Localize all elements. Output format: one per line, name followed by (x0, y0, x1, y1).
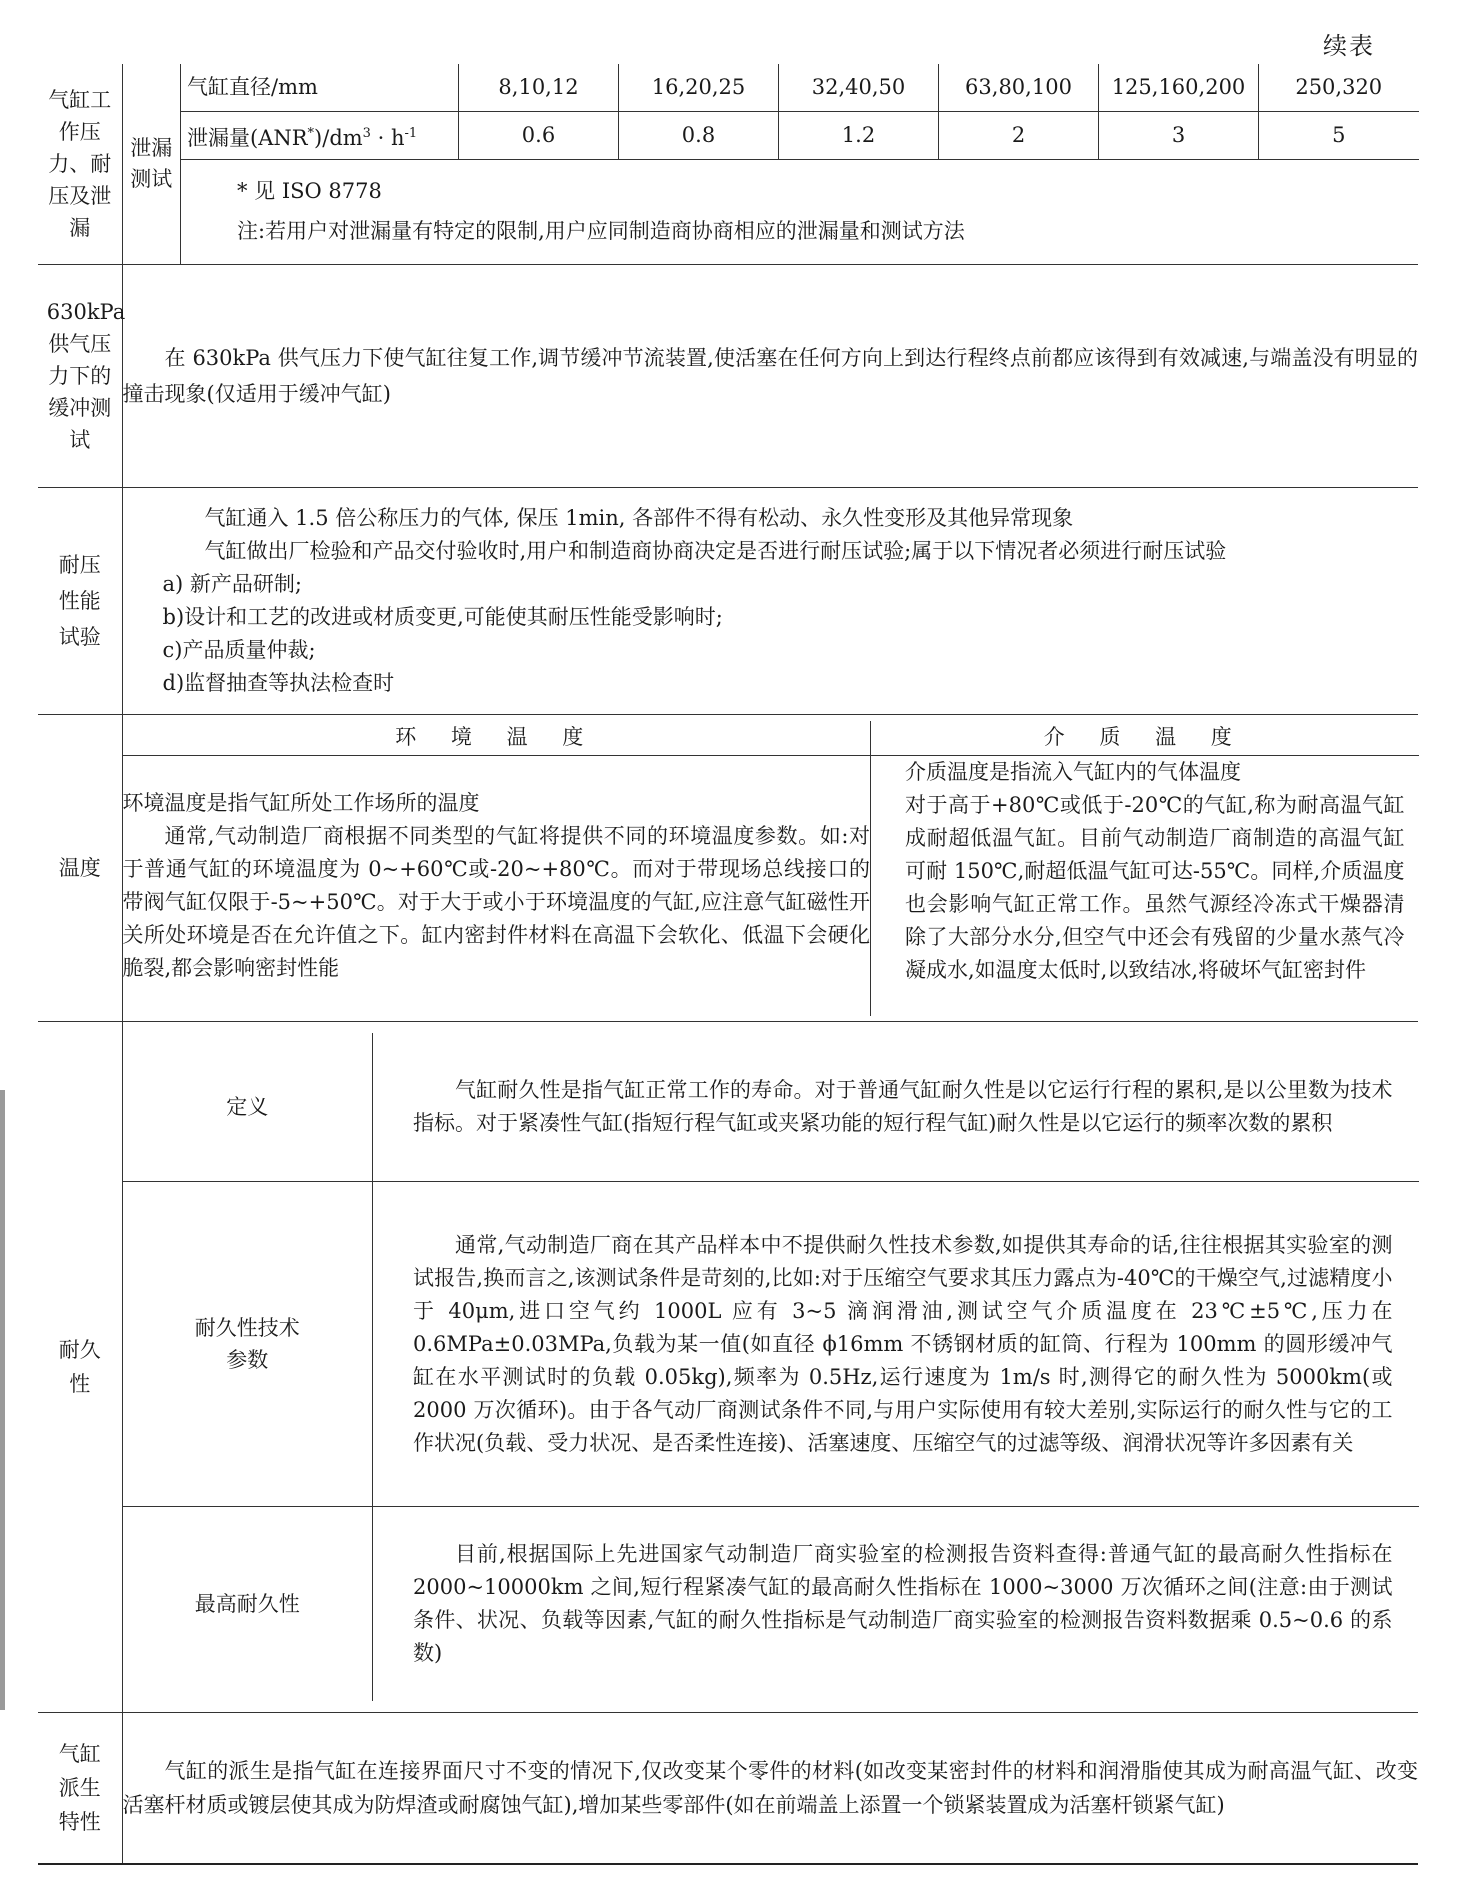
leak-rate-cell: 1.2 (779, 112, 939, 160)
env-temp-header: 环 境 温 度 (123, 721, 871, 756)
pressure-line: c)产品质量仲裁; (162, 638, 316, 662)
medium-temp-header: 介 质 温 度 (871, 721, 1419, 756)
env-temp-paragraph: 环境温度是指气缸所处工作场所的温度 (122, 790, 480, 815)
label-pressure-test-text: 耐压性能试验 (58, 553, 101, 649)
pressure-line: a) 新产品研制; (162, 572, 302, 596)
derivative-paragraph: 气缸的派生是指气缸在连接界面尺寸不变的情况下,仅改变某个零件的材料(如改变某密封件的材料和润滑脂使其成为耐高温气缸、改变活塞杆材质或镀层使其成为防焊渣或耐腐蚀气缸),增加某些零部件(如在前端盖上添置一个锁紧装置成为活塞杆锁紧气缸) (122, 1759, 1418, 1817)
leak-note: 注:若用户对泄漏量有特定的限制,用户应同制造商协商相应的泄漏量和测试方法 (237, 219, 965, 243)
durability-def-paragraph: 气缸耐久性是指气缸正常工作的寿命。对于普通气缸耐久性是以它运行行程的累积,是以公里数为技术指标。对于紧凑性气缸(指短行程气缸或夹紧功能的短行程气缸)耐久性是以它运行的频率次数的累积 (413, 1078, 1393, 1135)
medium-temp-paragraph: 介质温度是指流入气缸内的气体温度 (905, 759, 1241, 784)
leak-label-sup: 3 (362, 125, 371, 141)
durability-max-text (373, 1507, 1419, 1702)
medium-temp-text (871, 755, 1419, 1016)
durability-subtable (123, 1033, 1419, 1701)
durability-param-label (123, 1182, 373, 1507)
leak-notes (181, 160, 1419, 265)
diameter-cell: 32,40,50 (779, 64, 939, 112)
cushion-text (122, 265, 1418, 488)
leak-rate-cell: 5 (1259, 112, 1419, 160)
leak-rate-cell: 3 (1099, 112, 1259, 160)
leak-rate-cell: 2 (939, 112, 1099, 160)
label-temperature (38, 715, 122, 1022)
cell-leak-content (122, 64, 1418, 265)
leak-footnote: * 见 ISO 8778 (237, 179, 382, 203)
pressure-line: d)监督抽查等执法检查时 (162, 671, 395, 695)
leak-label-part: · h (370, 125, 405, 150)
durability-param-label-text: 耐久性技术参数 (194, 1316, 300, 1372)
temperature-subtable (123, 721, 1419, 1016)
leak-label-sup: * (307, 125, 315, 141)
leak-rate-header (181, 112, 459, 160)
label-pressure-test (38, 488, 122, 715)
diameter-cell: 63,80,100 (939, 64, 1099, 112)
derivative-text (122, 1713, 1418, 1865)
spec-table (38, 64, 1418, 1865)
label-temperature-text: 温度 (58, 855, 101, 880)
env-temp-paragraph: 通常,气动制造厂商根据不同类型的气缸将提供不同的环境温度参数。如:对于普通气缸的环境温度为 0~+60℃或-20~+80℃。而对于带现场总线接口的带阀气缸仅限于-5~+50℃。对于大于或小于环境温度的气缸,应注意气缸磁性开关所处环境是否在允许值之下。缸内密封件材料在高温下会软化、低温下会硬化脆裂,都会影响密封性能 (122, 823, 870, 980)
diameter-cell: 16,20,25 (619, 64, 779, 112)
page-edge-strip (0, 1090, 5, 1710)
leak-label-sup: -1 (404, 125, 418, 141)
leak-subtable (123, 64, 1419, 264)
durability-param-text (373, 1182, 1419, 1507)
label-cushion-test (38, 265, 126, 488)
label-durability-text: 耐久性 (58, 1338, 101, 1396)
medium-temp-paragraph: 对于高于+80℃或低于-20℃的气缸,称为耐高温气缸成耐超低温气缸。目前气动制造厂商制造的高温气缸可耐 150℃,耐超低温气缸可达-55℃。同样,介质温度也会影响气缸正常工作。虽然气源经冷冻式干燥器清除了大部分水分,但空气中还会有残留的少量水蒸气冷凝成水,如温度太低时,以致结冰,将破坏气缸密封件 (905, 792, 1405, 982)
pressure-line: 气缸通入 1.5 倍公称压力的气体, 保压 1min, 各部件不得有松动、永久性变形及其他异常现象 (204, 506, 1074, 530)
row-derivative (38, 1713, 1418, 1865)
durability-def-text (373, 1033, 1419, 1182)
diameter-cell: 250,320 (1259, 64, 1419, 112)
pressure-line: b)设计和工艺的改进或材质变更,可能使其耐压性能受影响时; (162, 605, 723, 629)
leak-label-part: )/dm (314, 125, 363, 150)
row-temperature (38, 715, 1418, 1022)
label-derivative-text: 气缸派生特性 (58, 1742, 101, 1834)
label-leak-test (123, 64, 181, 264)
row-pressure-test (38, 488, 1418, 715)
diameter-cell: 8,10,12 (459, 64, 619, 112)
leak-rate-cell: 0.8 (619, 112, 779, 160)
diameter-cell: 125,160,200 (1099, 64, 1259, 112)
spec-table-wrapper (38, 64, 1418, 1865)
cell-temperature (122, 715, 1418, 1022)
env-temp-text (123, 755, 871, 1016)
cell-durability (122, 1022, 1418, 1713)
durability-def-label: 定义 (123, 1033, 373, 1182)
label-durability (38, 1022, 122, 1713)
row-leak-test (38, 64, 1418, 265)
row-cushion-test (38, 265, 1418, 488)
durability-param-paragraph: 通常,气动制造厂商在其产品样本中不提供耐久性技术参数,如提供其寿命的话,往往根据其实验室的测试报告,换而言之,该测试条件是苛刻的,比如:对于压缩空气要求其压力露点为-40℃的干燥空气,过滤精度小于 40μm,进口空气约 1000L 应有 3~5 滴润滑油,测试空气介质温度在 23℃±5℃,压力在 0.6MPa±0.03MPa,负载为某一值(如直径 ϕ16mm 不锈钢材质的缸筒、行程为 100mm 的圆形缓冲气缸在水平测试时的负载 0.05kg),频率为 0.5Hz,运行速度为 1m/s 时,测得它的耐久性为 5000km(或 2000 万次循环)。由于各气动厂商测试条件不同,与用户实际使用有较大差别,实际运行的耐久性与它的工作状况(负载、受力状况、是否柔性连接)、活塞速度、压缩空气的过滤等级、润滑状况等许多因素有关 (413, 1232, 1393, 1455)
label-leak-section-text: 气缸工作压力、耐压及泄漏 (48, 88, 112, 240)
durability-max-label: 最高耐久性 (123, 1507, 373, 1702)
label-leak-test-text: 泄漏测试 (130, 136, 173, 191)
leak-rate-cell: 0.6 (459, 112, 619, 160)
diameter-header: 气缸直径/mm (181, 64, 459, 112)
pressure-text (122, 488, 1418, 715)
label-derivative (38, 1713, 122, 1865)
cushion-paragraph: 在 630kPa 供气压力下使气缸往复工作,调节缓冲节流装置,使活塞在任何方向上到达行程终点前都应该得到有效减速,与端盖没有明显的撞击现象(仅适用于缓冲气缸) (122, 346, 1418, 406)
row-durability (38, 1022, 1418, 1713)
label-cushion-test-text: 630kPa供气压力下的缓冲测试 (46, 299, 126, 452)
continued-label: 续表 (1323, 32, 1375, 60)
leak-label-part: 泄漏量(ANR (187, 125, 308, 150)
pressure-line: 气缸做出厂检验和产品交付验收时,用户和制造商协商决定是否进行耐压试验;属于以下情况者必须进行耐压试验 (204, 539, 1227, 563)
durability-max-paragraph: 目前,根据国际上先进国家气动制造厂商实验室的检测报告资料查得:普通气缸的最高耐久性指标在 2000~10000km 之间,短行程紧凑气缸的最高耐久性指标在 1000~3000 万次循环之间(注意:由于测试条件、状况、负载等因素,气缸的耐久性指标是气动制造厂商实验室的检测报告资料数据乘 0.5~0.6 的系数) (413, 1542, 1393, 1665)
label-leak-section (38, 64, 122, 265)
